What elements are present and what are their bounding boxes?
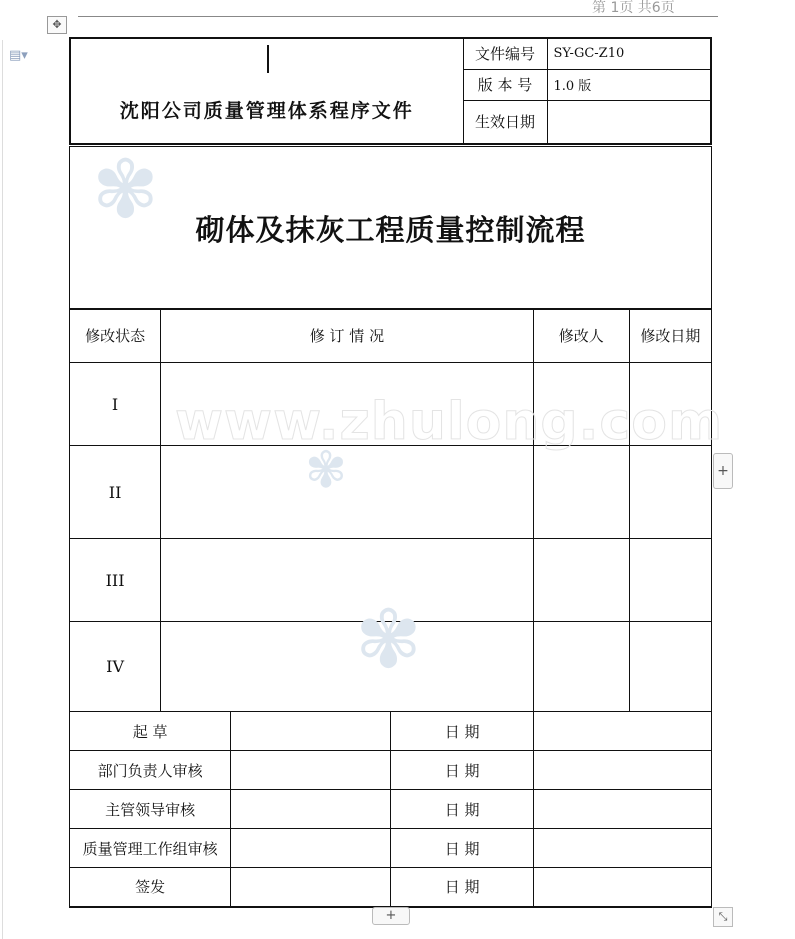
signoff-date-label: 日 期 (391, 751, 533, 790)
revision-status-cell[interactable]: I (70, 363, 161, 446)
watermark-flower-icon: ✾ (355, 593, 423, 686)
signoff-role-cell: 部门负责人审核 (70, 751, 231, 790)
revision-status-cell[interactable]: III (70, 539, 161, 622)
signoff-name-cell[interactable] (231, 868, 391, 907)
revision-status-header: 修改状态 (70, 309, 161, 363)
signoff-date-cell[interactable] (533, 868, 711, 907)
header-rule (78, 16, 718, 17)
add-row-button[interactable]: + (372, 907, 410, 925)
revision-details-cell[interactable] (161, 441, 534, 539)
signoff-date-cell[interactable] (533, 712, 711, 751)
revision-details-cell[interactable] (161, 539, 534, 622)
signoff-date-label: 日 期 (391, 790, 533, 829)
table-row (70, 446, 712, 539)
document-title: 砌体及抹灰工程质量控制流程 (195, 212, 586, 247)
text-cursor (267, 45, 269, 73)
move-icon[interactable]: ✥ (47, 16, 67, 34)
add-column-button[interactable]: + (713, 453, 733, 489)
revision-date-header: 修改日期 (629, 309, 711, 363)
document-icon[interactable]: ▤▾ (9, 48, 28, 63)
title-table (69, 143, 712, 310)
revision-details-header: 修 订 情 况 (161, 309, 534, 363)
version-value[interactable]: 1.0 版 (547, 69, 711, 100)
table-row (70, 751, 712, 790)
revised-by-cell[interactable] (533, 446, 629, 539)
signoff-date-cell[interactable] (533, 829, 711, 868)
signoff-date-cell[interactable] (533, 790, 711, 829)
signoff-name-cell[interactable] (231, 790, 391, 829)
watermark-flower-icon: ✾ (305, 441, 347, 499)
revision-date-cell[interactable] (629, 446, 711, 539)
signoff-name-cell[interactable] (231, 712, 391, 751)
company-cell[interactable] (70, 38, 463, 144)
revision-details-cell[interactable] (161, 622, 534, 712)
signoff-role-cell: 主管领导审核 (70, 790, 231, 829)
table-row (70, 868, 712, 907)
revision-date-cell[interactable] (629, 622, 711, 712)
revised-by-cell[interactable] (533, 622, 629, 712)
effective-date-value[interactable] (547, 100, 711, 144)
revision-status-cell[interactable]: IV (70, 622, 161, 712)
signoff-date-label: 日 期 (391, 868, 533, 907)
revised-by-cell[interactable] (533, 539, 629, 622)
header-table (69, 37, 712, 145)
file-number-value[interactable]: SY-GC-Z10 (547, 38, 711, 69)
watermark-flower-icon: ✾ (92, 143, 160, 236)
effective-date-label: 生效日期 (463, 100, 547, 144)
signoff-role-cell: 签发 (70, 868, 231, 907)
watermark-text: www.zhulong.com (175, 392, 724, 452)
signoff-table (69, 711, 712, 908)
page-number-header: 第 1页 共6页 (592, 0, 675, 16)
signoff-name-cell[interactable] (231, 751, 391, 790)
document-title-cell[interactable] (70, 143, 712, 310)
revised-by-header: 修改人 (533, 309, 629, 363)
resize-icon[interactable]: ⤡ (713, 907, 733, 927)
signoff-role-cell: 质量管理工作组审核 (70, 829, 231, 868)
company-name: 沈阳公司质量管理体系程序文件 (119, 99, 414, 122)
table-row (70, 829, 712, 868)
revision-date-cell[interactable] (629, 539, 711, 622)
table-row (70, 790, 712, 829)
signoff-date-label: 日 期 (391, 712, 533, 751)
page-left-margin (2, 40, 3, 939)
signoff-name-cell[interactable] (231, 829, 391, 868)
signoff-role-cell: 起 草 (70, 712, 231, 751)
signoff-date-label: 日 期 (391, 829, 533, 868)
table-row (70, 712, 712, 751)
signoff-date-cell[interactable] (533, 751, 711, 790)
file-number-label: 文件编号 (463, 38, 547, 69)
version-label: 版 本 号 (463, 69, 547, 100)
revision-status-cell[interactable]: II (70, 446, 161, 539)
